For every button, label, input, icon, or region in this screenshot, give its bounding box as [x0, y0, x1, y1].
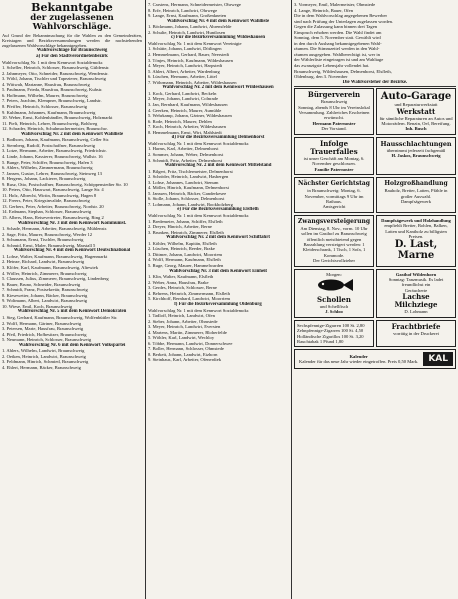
ad-title: Auto-Garage: [380, 91, 452, 103]
ad-signature: Inh. Busch: [405, 126, 427, 132]
candidate-line: 2. Sieber, Johann, Arbeiter, Ohmstede: [148, 318, 218, 324]
ad-body: vorrätig in der Druckerei: [393, 330, 439, 336]
candidate-line: 5. Paulmann, Frieda, Hausfrau, Braunschweig, Kuhstr.: [2, 87, 103, 93]
ad-marne: [376, 215, 456, 267]
section-heading: c) Für die Bezirksversammlung Wildeshausen: [170, 35, 266, 41]
candidate-line: 3. Brunken, Heinrich, Zimmerer, Elsfleth: [148, 229, 224, 235]
candidate-line: 11. Holz, Albrecht, Wirtin, Braunschweig, Hagen 8: [2, 192, 97, 198]
notice-line: das zwanzigste Lebensjahr vollendet hat.: [294, 63, 370, 69]
ad-trauer: [294, 137, 374, 175]
candidate-line: 3. Lohse, Johannes, Landwirt, Stenum: [148, 179, 219, 185]
candidate-line: 7. Boller, Hermann, Schlosser, Ohmstede: [148, 346, 224, 352]
section-heading: Wahlvorschlag Nr. 2 mit dem Kennwort Wahlliste: [20, 131, 124, 137]
candidate-line: 3. Gerdes, Heinrich, Schlosser, Berne: [148, 285, 217, 291]
candidate-line: 2. Heinze, Richard, Landwirt, Braunschweig: [2, 259, 85, 265]
notice-line: Braunschweig, Wildeshausen, Delmenhorst, Elsfleth,: [294, 68, 392, 74]
fish-icon: [314, 278, 354, 292]
candidate-line: 10. Weber, Ernst, Kohlenhändler, Braunschweig, Holzmarkt: [2, 115, 113, 121]
candidate-line: 1. Schütte, Johann, Landwirt, Dötlingen: [148, 46, 222, 52]
price-list: [297, 323, 371, 345]
ad-title: Frachtbriefe: [391, 321, 441, 331]
candidate-line: 2. Oetken, Heinrich, Landwirt, Braunschweig: [2, 353, 86, 359]
notice-line: Die in dem Wahlvorschlag angegebenen Bewerber: [294, 13, 388, 19]
ad-title: Kalender: [349, 354, 368, 359]
candidate-line: 8. Hergens, Johann, Lackierer, Braunschweig: [2, 176, 86, 182]
ad-zwangsversteigerung: [294, 215, 374, 267]
ad-buergerverein: [294, 88, 374, 135]
ad-body: Kalender für das neue Jahr wieder eingetroffen. Preis 0,50 Mark.: [299, 359, 419, 365]
notice-line: der Wählerliste eingetragen ist und am Wahltage: [294, 57, 384, 63]
section-heading: e) Für die Bezirksversammlung Elsfleth: [177, 207, 259, 213]
candidate-list: [148, 2, 288, 363]
column-2: [148, 2, 288, 597]
section-heading: Wahlvorschlag Nr. 6 mit dem Kennwort Volkspartei: [18, 342, 126, 348]
candidate-line: 1. Klin, Walter, Kaufmann, Elsfleth: [148, 274, 214, 280]
candidate-line: 7. Peters, Joachim, Klempner, Braunschweig, Landstr.: [2, 98, 102, 104]
section-heading: Wahlvorschlag Nr. 4 mit dem Kennwort Deutschnational: [13, 248, 131, 254]
candidate-line: 6. Lüschen, Hermann, Arbeiter, Littel: [148, 74, 217, 80]
ad-brand: D. Last, Marne: [394, 239, 438, 262]
candidate-line: 8. Berkeit, Johann, Landwirt, Etzhorn: [148, 351, 218, 357]
ad-subtitle: Braunschweig: [320, 99, 348, 105]
candidate-list: [2, 48, 142, 370]
ad-holzgrosshandlung: [376, 177, 456, 213]
candidate-line: 1. Kock, Gerhard, Landwirt, Beckeln: [148, 90, 217, 96]
candidate-line: 1. Lohse, Walter, Kaufmann, Braunschweig, Hagenmarkt: [2, 253, 108, 259]
candidate-line: 1. Bodhorn, Johann, Kaufmann, Braunschweig, Celler Str.: [2, 137, 110, 143]
candidate-line: 8. Kiesewetter, Johann, Bäcker, Braunschweig: [2, 292, 88, 298]
candidate-line: 10. Peters, Otto, Hauswart, Braunschweig, Lange Str. 4: [2, 187, 104, 193]
candidate-line: 4. Linde, Johann, Kassierer, Braunschweig, Wallstr. 16: [2, 154, 103, 159]
candidate-line: 1. Harms, Karl, Arbeiter, Delmenhorst: [148, 146, 219, 152]
kal-logo: KAL: [423, 352, 453, 366]
candidate-line: 1. Schade, Hermann, Arbeiter, Braunschweig, Mühlenstr.: [2, 226, 108, 232]
ad-item: Schollen: [317, 294, 351, 304]
candidate-line: 1. Scheller, Heinrich, Schlosser, Braunschweig, Güldenstr.: [2, 65, 110, 71]
candidate-line: 3. Schumann, Ernst, Tischler, Braunschweig: [2, 237, 84, 243]
candidate-line: Wahlvorschlag Nr. 1 mit dem Kennwort Sozialdemokr.: [148, 140, 250, 146]
ad-title: Holzgroßhandlung: [384, 180, 448, 188]
candidate-line: 2. Wolff, Hermann, Gärtner, Braunschweig: [2, 320, 82, 326]
ad-signature: Dampfsägewerk: [400, 198, 432, 204]
candidate-line: 8. Hemmelmann, Ernst, Wirt, Mahlstedt: [148, 129, 222, 135]
section-heading: Wahlvorschlag Nr. 4 mit dem Kennwort Wahlliste: [166, 18, 270, 24]
ad-body: empfiehlt Bretter, Bohlen, Balken, Latten und Kantholz zu billigsten Preisen.: [384, 223, 448, 239]
candidate-line: 12. Schrader, Heinrich, Schuhmachermeister, Braunschw.: [2, 126, 108, 132]
candidate-line: 4. Ehlert, Hermann, Bäcker, Braunschweig: [2, 364, 81, 370]
candidate-line: 2. Sage, Fritz, Maurer, Braunschweig, Werder 12: [2, 231, 93, 237]
section-heading: f) Für die Bezirksversammlung Oldenburg: [174, 301, 262, 307]
section-heading: Wahlvorschlag Nr. 3 mit dem Kennwort Kommunist.: [17, 220, 127, 226]
candidate-line: 5. Kirchhoff, Bernhard, Landwirt, Moorriem: [148, 296, 231, 302]
candidate-line: 9. Steinhaus, Karl, Arbeiter, Ofenerdiek: [148, 357, 222, 363]
notice-subtitle: der zugelassenen Wahlvorschläge.: [30, 12, 114, 32]
ad-signature: Hermann Paternoster: [312, 120, 356, 126]
section-heading: a) Für den Stadtverordnetenbezirk: [36, 54, 108, 60]
notice-line: räumen ausgegeben. Wahlberechtigt ist, wer in: [294, 51, 380, 57]
candidate-line: 6. Stolle, Johann, Schlosser, Delmenhorst: [148, 196, 225, 202]
candidate-line: 2. Schröder, Heinrich, Landwirt, Hasbergen: [148, 174, 229, 180]
candidate-line: 9. Rusz, Otto, Postschaffner, Braunschweig, Schöppenstedter Str. 10: [2, 181, 128, 187]
ad-body: Sonntag, abends 8 Uhr im Vereinslokal Versammlung. Zahlreiches Erscheinen erwünscht.: [298, 104, 370, 121]
ad-body: Bauholz, Bretter, Latten, Pfähle in großer Auswahl.: [384, 188, 448, 199]
ad-frachtbriefe: [376, 320, 456, 348]
candidate-line: 7. Lohmann, Johann, Landwirt, Bookholzberg: [148, 201, 233, 207]
candidate-line: 6. Hoffmann, Wilhelm, Maurer, Braunschweig: [2, 92, 88, 98]
ad-title: Nächster Gerichtstag: [297, 180, 370, 188]
column-rule: [145, 0, 146, 599]
notice-line: 3. Vormeyer, Emil, Malermeister, Ohmstede: [294, 2, 376, 7]
ad-gasthof: [376, 269, 456, 318]
candidate-line: 1. Bilgert, Fritz, Tischlermeister, Delmenhorst: [148, 168, 233, 174]
candidate-line: 3. Meyer, Heinrich, Landwirt, Eversten: [148, 324, 221, 330]
candidate-line: 1. Bredemeier, Johann, Schiffer, Elsfleth: [148, 218, 223, 224]
ad-gerichtstag: [294, 177, 374, 213]
candidate-line: 2. Dreyer, Hinrich, Arbeiter, Berne: [148, 224, 212, 230]
ad-heading: Werkstatt: [396, 106, 436, 116]
candidate-line: 4. Schmid, Ernst, Maler, Braunschweig, Marstall 5: [2, 242, 96, 248]
candidate-line: 7. Carstens, Hermann, Schneidermeister, Ohrwege: [148, 2, 241, 7]
candidate-line: 5. Bunge, Peter, Schiffer, Braunschweig, Hafen 3: [2, 159, 93, 165]
candidate-line: 13. Gerbers, Peter, Arbeiter, Braunschweig, Nordstr. 20: [2, 203, 104, 209]
column-1: [2, 2, 142, 597]
ad-item: Lachse: [402, 292, 430, 302]
section-heading: Wahlvorschlag Nr. 5 mit dem Kennwort Demokraten: [17, 309, 127, 315]
ad-title: Zwangsversteigerung: [297, 217, 371, 225]
candidate-line: 5. Wehrkamp, Johann, Gärtner, Wildeshausen: [148, 113, 232, 119]
ad-title: Bürgerverein: [307, 90, 361, 100]
ad-body: übernimmt jederzeit fachgemäß: [386, 147, 446, 153]
ad-subtitle: und Reparaturwerkstatt: [394, 102, 438, 108]
candidate-line: 7. Jansen, Gustav, Lehrer, Braunschweig, Steinweg 13: [2, 170, 102, 176]
candidate-line: 4. Wolff, Hermann, Kaufmann, Elsfleth: [148, 257, 221, 263]
candidate-line: Wahlvorschlag Nr. 1 mit dem Kennwort Sozialdemokr.: [2, 59, 104, 65]
candidate-line: 5. Janssen, Heinrich, Bäcker, Ganderkesee: [148, 190, 227, 196]
candidate-line: 10. Wiese, Emil, Koch, Braunschweig: [2, 303, 73, 309]
notice-line: in den durch Aushang bekanntgegebenen Wahl-: [294, 40, 382, 46]
ad-body: in Braunschweig: Montag, 6. November, vormittags 9 Uhr im Rathaus.: [304, 188, 364, 204]
candidate-line: 2. Lüschen, Heinrich, Reeder, Brake: [148, 246, 215, 252]
notice-line: Sonntag, dem 5. November statt. Gewählt wird: [294, 35, 381, 41]
candidate-line: 15. Albers, Hans, Reisevertreter, Braunschweig, Ring 2: [2, 215, 104, 221]
price-line: Rauchtabak 1 Pfund 1,80: [297, 339, 344, 344]
candidate-line: 11. Pielt, Heinrich, Lehrer, Braunschweig, Bohlweg: [2, 120, 98, 126]
candidate-line: 2. Meyer, Johann, Landwirt, Colnrade: [148, 96, 218, 102]
ad-body: Am Dienstag, 8. Nov., vorm. 10 Uhr sollen im Gasthof zu Braunschweig öffentlich meistbietend gegen Barzahlung versteigert werden: 1 Kleiderschrank, 1 Tisch, 1 Sofa, 1 Kommode.: [300, 225, 368, 258]
candidate-line: 5. Ahlert, Albert, Arbeiter, Wardenburg: [148, 68, 220, 74]
ad-kalender: [294, 349, 456, 369]
candidate-line: 3. Klöfer, Karl, Kaufmann, Braunschweig, Altewiek: [2, 265, 99, 271]
section-heading: Wahlvorschlag Nr. 2 mit dem Kennwort Schiffahrt: [166, 235, 270, 241]
notice-signature: Die Wahlvorsteher der Bezirke.: [342, 79, 408, 85]
column-3: [294, 2, 456, 597]
candidate-line: 3. Feldmann, Hinrich, Schmied, Braunschweig: [2, 359, 89, 365]
ad-title: Dampfsägewerk und Holzhandlung: [381, 217, 451, 223]
ad-auto-garage: [376, 88, 456, 135]
candidate-line: 2. Schulte, Heinrich, Landwirt, Huntlosen: [148, 29, 226, 35]
candidate-line: 6. Többe, Hermann, Landwirt, Donnerschwee: [148, 340, 233, 346]
candidate-line: 4. Wöller, Heinrich, Zimmerer, Braunschweig: [2, 270, 87, 276]
candidate-line: 2. Sternberg, Rudolf, Postschaffner, Braunschweig: [2, 142, 96, 148]
candidate-line: 9. Woltmann, Albert, Landwirt, Braunschweig: [2, 298, 88, 304]
ad-fisch: [294, 269, 374, 318]
ad-title: Infolge Trauerfalles: [310, 138, 358, 156]
section-heading: Wahlvorschläge für Braunschweig: [36, 48, 108, 54]
candidate-line: 4. Martens, Martin, Zimmerer, Bloherfelde: [148, 329, 227, 335]
candidate-line: 4. Pfeil, Friedrich, Hofbesitzer, Braunschweig: [2, 331, 87, 337]
column-rule: [291, 0, 292, 599]
candidate-line: 4. Geerken, Heinrich, Maurer, Aumühle: [148, 107, 222, 113]
divider: [294, 86, 456, 87]
candidate-line: 4. Möller, Hinrich, Kaufmann, Delmenhorst: [148, 185, 229, 191]
candidate-line: 6. Ahlers, Wilhelm, Zimmermann, Braunschweig: [2, 165, 93, 171]
ad-body: ist unser Geschäft am Montag, 6. November geschlossen.: [303, 155, 365, 167]
ad-signature: Amtsgericht: [322, 204, 346, 210]
candidate-line: 3. Jan, Bernhard, Kaufmann, Wildeshausen: [148, 101, 228, 107]
section-heading: Wahlvorschlag Nr. 3 mit dem Kennwort Einheit: [168, 268, 268, 274]
section-heading: Wahlvorschlag Nr. 2 mit dem Kennwort Mittelstand: [164, 163, 272, 169]
notice-line: räumen. Die Stimmzettel werden in den Wahl-: [294, 46, 380, 52]
ad-body: für sämtliche Reparaturen an Autos und Motorrädern. Benzin, Oel, Bereifung.: [379, 115, 453, 127]
candidate-line: 6. Rode, Heinrich, Maurer, Dehlen: [148, 118, 212, 124]
candidate-line: 2. Hemmelmann, Gerhard, Bauer, Neerstedt: [148, 52, 229, 58]
candidate-line: 8. Erfe, Heinrich, Landwirt, Ohrwege: [148, 7, 218, 13]
notice-title: Bekanntgabe: [31, 2, 113, 14]
ad-signature: Familie Paternoster: [314, 166, 354, 172]
candidate-line: Wahlvorschlag Nr. 1 mit dem Kennwort Vereinigte: [148, 40, 242, 46]
candidate-line: 9. Kuhlmann, Johannes, Kaufmann, Braunschweig: [2, 109, 96, 115]
candidate-line: 4. Meyer, Heinrich, Landwirt, Harpstedt: [148, 63, 223, 69]
candidate-line: 1. Köhler, Wilhelm, Kapitän, Elsfleth: [148, 240, 217, 246]
ad-signature: Der Gerichtsvollzieher: [313, 258, 355, 264]
candidate-line: 7. Koch, Heinrich, Arbeiter, Wildeshausen: [148, 124, 226, 130]
candidate-line: 5. Wöhler, Karl, Landwirt, Wechloy: [148, 335, 215, 341]
candidate-line: 1. Böckmann, Johann, Landwirt, Ahrensfelde: [148, 24, 232, 30]
ad-signature: D. Lohmann: [404, 309, 428, 315]
candidate-line: 5. Neumann, Heinrich, Schlosser, Braunschweig: [2, 337, 92, 343]
candidate-line: 3. Wöhl, Johann, Tischler und Tapezierer, Braunschweig: [2, 76, 106, 82]
candidate-line: 3. Lotze, Hermann, Arbeiter, Braunschweig, Friedrichstr.: [2, 148, 107, 154]
candidate-line: 7. Schmidt, Franz, Postsekretär, Braunschweig: [2, 287, 88, 293]
candidate-line: 2. Sommer, Johann, Weber, Delmenhorst: [148, 151, 224, 157]
ad-item: Milchziege: [394, 300, 438, 310]
candidate-line: 3. Dittmer, Johann, Landwirt, Moorriem: [148, 251, 223, 257]
candidate-line: 3. Petersen, Marie, Hausfrau, Braunschweig: [2, 326, 84, 332]
candidate-line: 12. Freers, Peter, Kriegsinvalide, Braunschweig: [2, 198, 90, 204]
candidate-line: 2. Jahnmeyer, Otto, Schneider, Braunschweig, Wendenstr.: [2, 70, 109, 76]
notice-conclusion: [294, 2, 456, 80]
candidate-line: 6. Bauer, Bruno, Schneider, Braunschweig: [2, 281, 81, 287]
ad-preisliste: [294, 320, 374, 348]
candidate-line: 8. Pfeiffer, Heinrich, Schlosser, Braunschweig: [2, 104, 88, 110]
candidate-line: 5. Claussen, Julius, Zimmerer, Braunschweig, Lindenberg: [2, 276, 109, 282]
ad-signature: Der Vorstand.: [321, 126, 347, 132]
notice-line: Gegen die Zulassung kann binnen drei Tagen: [294, 24, 378, 30]
candidate-line: 9. Lange, Ernst, Kaufmann, Großenkneten: [148, 13, 227, 19]
candidate-line: 4. Wittwah, Marianne, Hausfrau, Braunschweig: [2, 81, 90, 87]
ad-title: Gasthof Wildenhorn: [395, 271, 437, 277]
ad-hausschlachtungen: [376, 137, 456, 175]
candidate-line: 1. Ahlers, Wilhelm, Landwirt, Braunschweig: [2, 348, 85, 354]
section-heading: Wahlvorschlag Nr. 2 mit dem Kennwort Wildeshausen: [162, 85, 274, 91]
ad-item: Geräucherte: [404, 287, 428, 293]
price-line: Zehnpfennige-Zigarren 100 St. 4,50: [297, 328, 364, 334]
candidate-line: 4. Behrens, Heinrich, Zimmermann, Elsfleth: [148, 290, 230, 296]
section-heading: d) Für die Bezirksversammlung Delmenhorst: [171, 135, 265, 141]
notice-line: Einspruch erhoben werden. Die Wahl findet am: [294, 29, 382, 35]
ad-title: Hausschlachtungen: [380, 139, 452, 148]
candidate-line: 2. Weber, Anna, Hausfrau, Brake: [148, 279, 209, 285]
candidate-line: 14. Erdmann, Stephan, Schlosser, Braunschweig: [2, 209, 92, 215]
ad-body: Sonntag: Tanzmusik. Es ladet freundlichst ein: [388, 276, 444, 288]
notice-line: Oldenburg, den 3. November: [294, 74, 348, 80]
notice-intro: Auf Grund der Bekanntmachung für die Wahlen zu den Gemeinderäten, Kreistagen und Bezirksversammlungen werden die nachstehenden zugelassenen Wahlvorschläge bekanntgegeben.: [2, 32, 142, 49]
ad-item: und Schellfisch: [319, 303, 349, 309]
ad-signature: J. Schloo: [325, 309, 343, 315]
candidate-line: 3. Schmidt, Fritz, Arbeiter, Delmenhorst: [148, 157, 223, 163]
notice-line: sind nach Prüfung der Unterlagen zugelassen worden.: [294, 18, 394, 24]
price-line: Holländische Zigarillos 100 St. 3,20: [297, 333, 364, 339]
candidate-line: Wahlvorschlag Nr. 1 mit dem Kennwort Sozialdemokr.: [148, 307, 250, 313]
candidate-line: 3. Tönjes, Heinrich, Kaufmann, Wildeshausen: [148, 57, 233, 63]
ad-signature: H. Jaskos, Braunschweig: [391, 153, 441, 159]
candidate-line: Wahlvorschlag Nr. 1 mit dem Kennwort Sozialdemokr.: [148, 213, 250, 219]
candidate-line: 5. Ruge, Georg, Maurer, Hammelwarden: [148, 263, 224, 269]
price-line: Sechspfennige-Zigarren 100 St. 2,80: [297, 322, 365, 328]
notice-line: 4. Lange, Heinrich, Bauer, Ofen: [294, 7, 354, 13]
candidate-line: 1. Sieg, Gerhard, Kaufmann, Braunschweig, Wolfenbüttler Str.: [2, 315, 118, 320]
candidate-line: 7. Wöhrmann, Heinrich, Arbeiter, Wildeshausen: [148, 79, 237, 85]
candidate-line: 1. Tadloff, Heinrich, Landwirt, Ofen: [148, 313, 215, 319]
ad-title: Morgen:: [326, 271, 342, 277]
